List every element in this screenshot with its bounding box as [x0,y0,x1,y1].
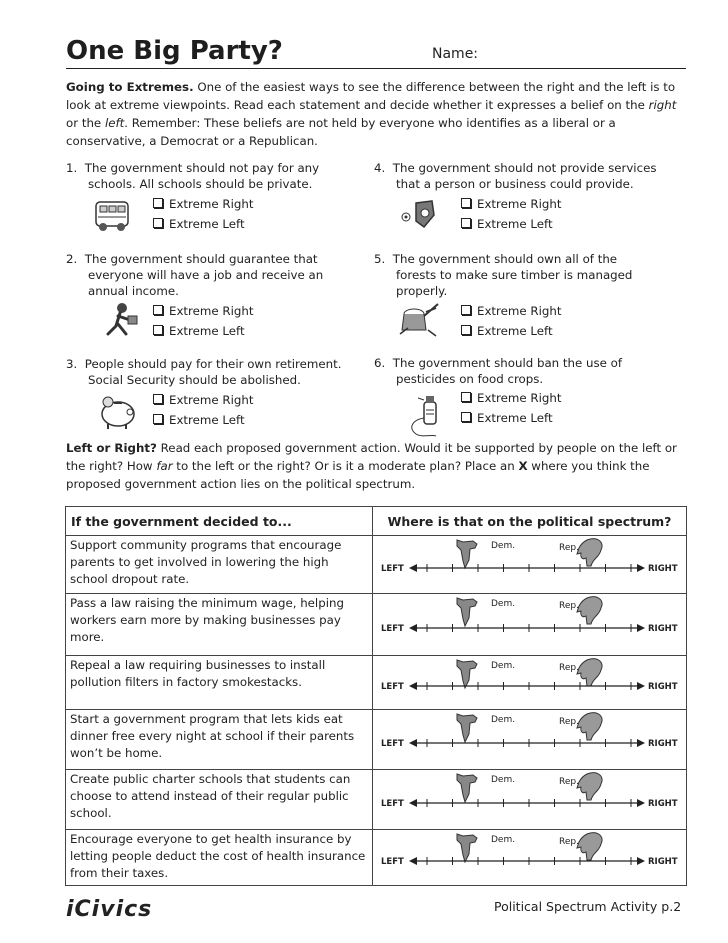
question-6 [374,355,688,387]
question-text: The government should ban the use of [392,356,623,370]
q4-extreme-left[interactable]: Extreme Left [461,214,561,234]
dem-label: Dem. [491,715,516,725]
elephant-icon [577,659,602,686]
left-right-heading: Left or Right? [66,441,157,455]
right-arrow [637,857,645,865]
left-arrow [409,624,417,632]
intro-text-a: One of the easiest ways to see the difference between the right and the left is to look at extreme viewpoints. Read each statement and decide whether it expresses a belief on the [66,80,676,112]
donkey-icon [457,598,477,626]
left-label: LEFT [381,564,404,574]
q5-extreme-right[interactable]: Extreme Right [461,301,561,321]
left-label: LEFT [381,682,404,692]
q3-extreme-left[interactable]: Extreme Left [153,410,253,430]
right-arrow [637,739,645,747]
right-label: RIGHT [648,739,678,749]
spectrum-line[interactable] [373,830,686,886]
intro-em-left: left [104,116,125,130]
checkbox[interactable] [153,414,163,424]
spectrum-cell[interactable] [373,594,687,656]
right-label: RIGHT [648,624,678,634]
school-bus-icon [90,196,134,236]
right-label: RIGHT [648,857,678,867]
dem-label: Dem. [491,835,516,845]
spectrum-line[interactable] [373,594,686,656]
intro-heading: Going to Extremes. [66,80,194,94]
elephant-icon [577,773,602,800]
spectrum-cell[interactable] [373,770,687,830]
q2-extreme-left[interactable]: Extreme Left [153,321,253,341]
q4-extreme-right[interactable]: Extreme Right [461,194,561,214]
left-label: LEFT [381,739,404,749]
q1-extreme-right[interactable]: Extreme Right [153,194,253,214]
intro-text-c: . Remember: These beliefs are not held by everyone who identifies as a liberal or a conservative, a Democrat or a Republican. [66,116,616,148]
rep-label: Rep. [559,777,579,787]
question-4 [374,160,688,192]
elephant-icon [577,539,602,566]
spectrum-cell[interactable] [373,710,687,770]
question-number: 2. [66,252,78,266]
checkbox[interactable] [153,218,163,228]
donkey-icon [457,714,477,742]
intro-text-b: or the [66,116,105,130]
right-label: RIGHT [648,682,678,692]
elephant-icon [577,597,602,624]
question-number: 4. [374,161,386,175]
q6-extreme-left[interactable]: Extreme Left [461,408,561,428]
checkbox[interactable] [153,305,163,315]
left-arrow [409,564,417,572]
intro-em-right: right [648,98,677,112]
spectrum-cell[interactable] [373,830,687,886]
spectrum-line[interactable] [373,536,686,594]
q1-extreme-left[interactable]: Extreme Left [153,214,253,234]
table-row [66,656,687,710]
spray-bottle-icon [402,390,446,440]
checkbox[interactable] [461,412,471,422]
right-label: RIGHT [648,564,678,574]
question-text: forests to make sure timber is managed [396,268,633,282]
question-3 [66,356,366,388]
dem-label: Dem. [491,599,516,609]
spectrum-line[interactable] [373,656,686,710]
left-label: LEFT [381,624,404,634]
q5-options [461,301,561,341]
question-text: The government should guarantee that [84,252,318,266]
table-row [66,770,687,830]
col-header-action: If the government decided to... [66,507,373,536]
fire-hydrant-icon [398,195,442,235]
q6-extreme-right[interactable]: Extreme Right [461,388,561,408]
question-number: 6. [374,356,386,370]
checkbox[interactable] [153,394,163,404]
donkey-icon [457,834,477,862]
left-label: LEFT [381,857,404,867]
checkbox[interactable] [461,325,471,335]
action-text: Encourage everyone to get health insurance by letting people deduct the cost of health insurance from their taxes. [66,830,373,886]
spectrum-line[interactable] [373,710,686,770]
question-text: pesticides on food crops. [396,372,544,386]
question-number: 1. [66,161,78,175]
action-text: Create public charter schools that students can choose to attend instead of their regular public school. [66,770,373,830]
rep-label: Rep. [559,663,579,673]
spectrum-table [65,506,687,886]
right-arrow [637,682,645,690]
checkbox[interactable] [461,218,471,228]
header-rule [66,68,686,69]
q2-options [153,301,253,341]
spectrum-line[interactable] [373,770,686,830]
question-text: schools. All schools should be private. [88,177,313,191]
checkbox[interactable] [461,392,471,402]
rep-label: Rep. [559,837,579,847]
page-label: Political Spectrum Activity p.2 [494,899,682,914]
q2-extreme-right[interactable]: Extreme Right [153,301,253,321]
dem-label: Dem. [491,775,516,785]
donkey-icon [457,540,477,568]
spectrum-cell[interactable] [373,656,687,710]
table-row [66,830,687,886]
checkbox[interactable] [461,305,471,315]
question-text: that a person or business could provide. [396,177,634,191]
question-text: The government should own all of the [392,252,618,266]
question-text: annual income. [88,284,179,298]
rep-label: Rep. [559,717,579,727]
table-row [66,710,687,770]
question-text: People should pay for their own retirement. [84,357,342,371]
col-header-spectrum: Where is that on the political spectrum? [373,507,687,536]
right-arrow [637,799,645,807]
question-number: 5. [374,252,386,266]
intro-paragraph [66,78,688,150]
action-text: Pass a law raising the minimum wage, helping workers earn more by making businesses pay more. [66,594,373,656]
q3-options [153,390,253,430]
left-label: LEFT [381,799,404,809]
action-text: Support community programs that encourage parents to get involved in lowering the high school dropout rate. [66,536,373,594]
left-arrow [409,739,417,747]
rep-label: Rep. [559,601,579,611]
donkey-icon [457,660,477,688]
worker-icon [98,300,142,340]
name-label: Name: [432,46,479,62]
elephant-icon [577,833,602,860]
checkbox[interactable] [153,198,163,208]
table-row [66,536,687,594]
q1-options [153,194,253,234]
question-1 [66,160,366,192]
left-arrow [409,857,417,865]
question-text: properly. [396,284,448,298]
dem-label: Dem. [491,541,516,551]
left-arrow [409,682,417,690]
q5-extreme-left[interactable]: Extreme Left [461,321,561,341]
left-arrow [409,799,417,807]
table-row [66,594,687,656]
checkbox[interactable] [461,198,471,208]
question-text: everyone will have a job and receive an [88,268,324,282]
elephant-icon [577,713,602,740]
spectrum-cell[interactable] [373,536,687,594]
action-text: Start a government program that lets kids eat dinner free every night at school if their parents won’t be home. [66,710,373,770]
dem-label: Dem. [491,661,516,671]
q6-options [461,388,561,428]
question-text: The government should not provide services [392,161,657,175]
question-text: Social Security should be abolished. [88,373,301,387]
checkbox[interactable] [153,325,163,335]
piggy-bank-icon [96,392,140,432]
question-text: The government should not pay for any [84,161,320,175]
action-text: Repeal a law requiring businesses to install pollution filters in factory smokestacks. [66,656,373,710]
page-title: One Big Party? [66,36,283,66]
right-arrow [637,624,645,632]
question-5 [374,251,688,299]
left-right-instructions: Left or Right? Read each proposed government action. Would it be supported by people on the left or the right? How far to the left or the right? Or is it a moderate plan? Place an X where you think the proposed government action lies on the political spectrum. [66,441,677,491]
question-2 [66,251,366,299]
icivics-logo: iCivics [66,897,153,922]
donkey-icon [457,774,477,802]
question-number: 3. [66,357,78,371]
rep-label: Rep. [559,543,579,553]
right-arrow [637,564,645,572]
q3-extreme-right[interactable]: Extreme Right [153,390,253,410]
tree-stump-icon [396,300,440,340]
q4-options [461,194,561,234]
right-label: RIGHT [648,799,678,809]
